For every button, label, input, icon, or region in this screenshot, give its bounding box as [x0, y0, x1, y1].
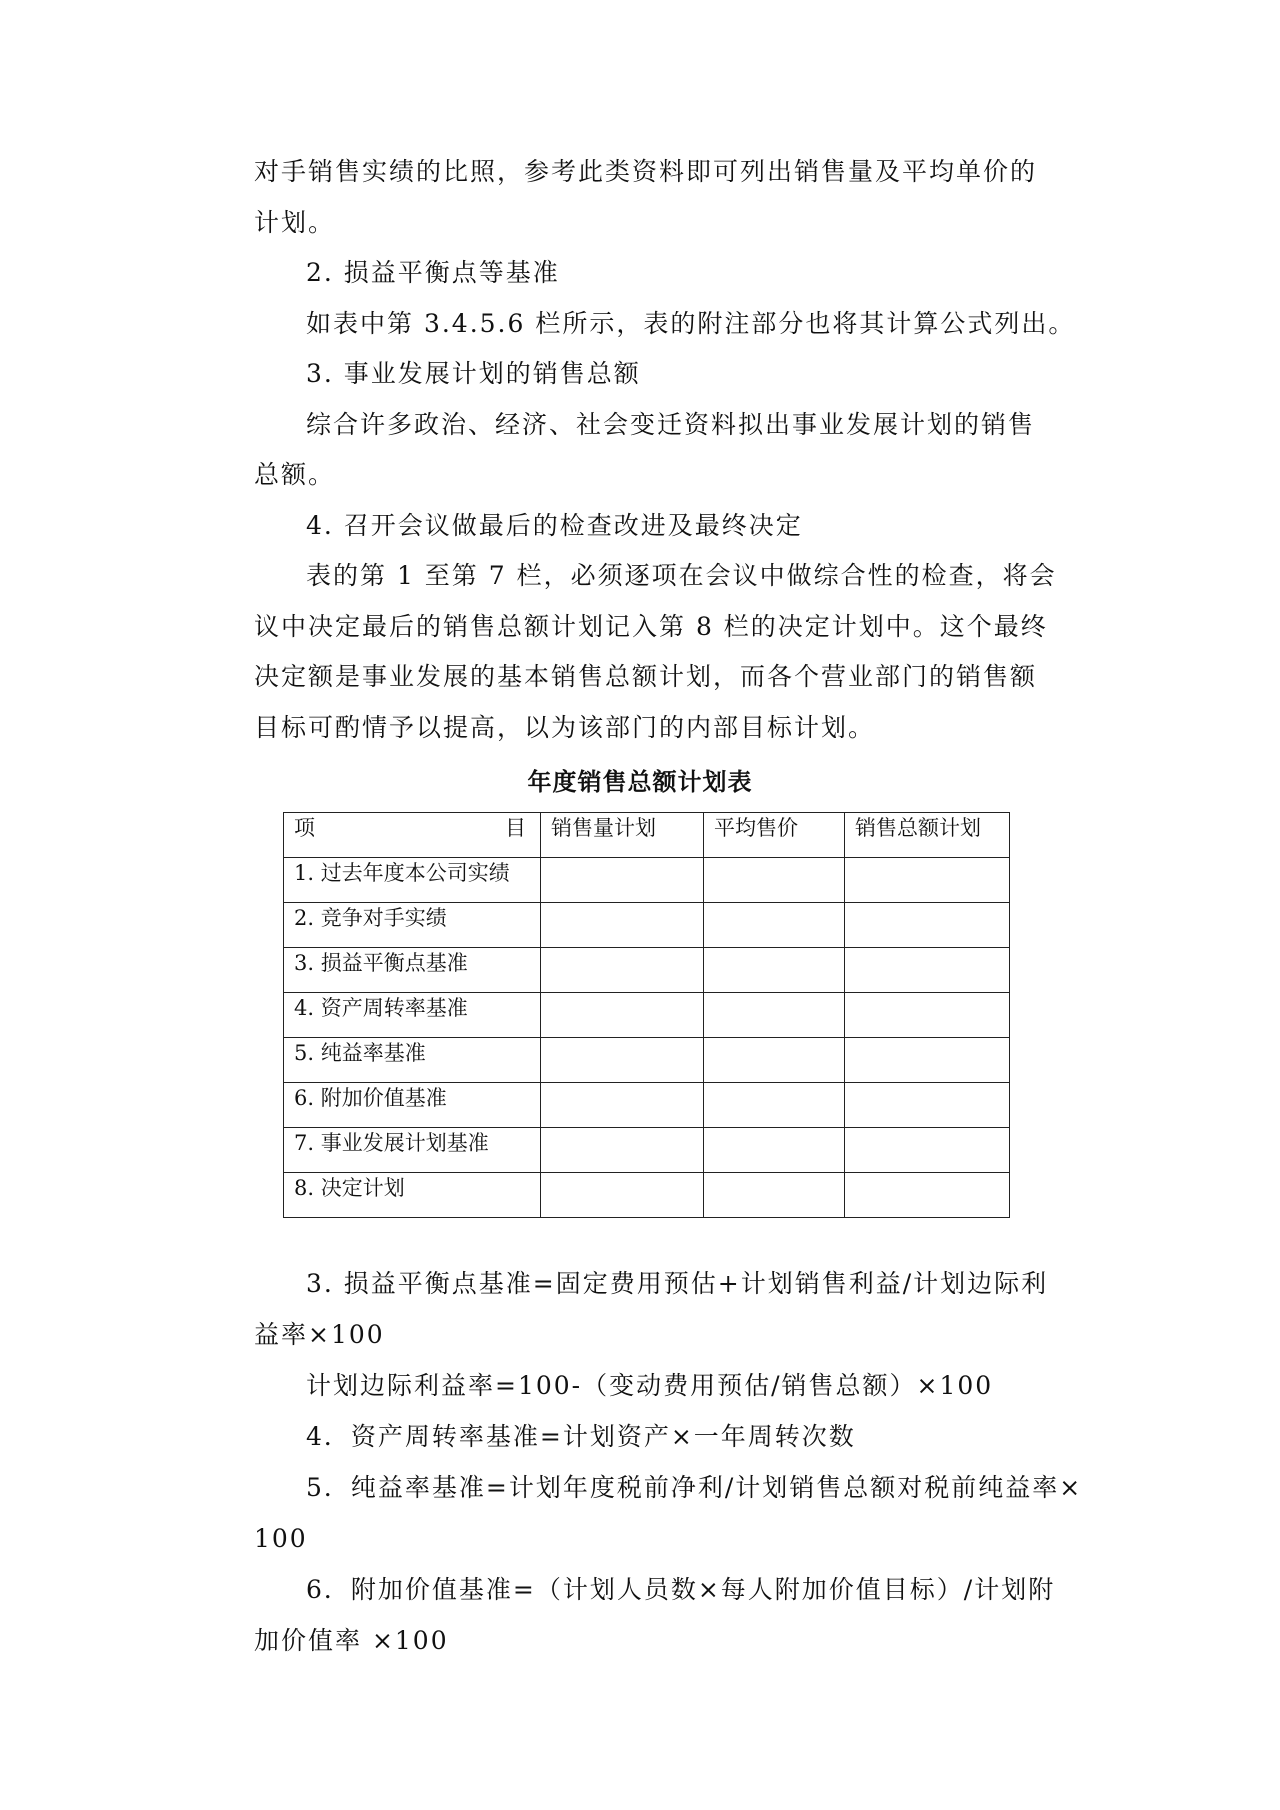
header-sales-volume: 销售量计划	[541, 813, 704, 858]
sales-total-cell	[845, 948, 1010, 993]
sales-total-cell	[845, 1128, 1010, 1173]
average-price-cell	[704, 858, 845, 903]
formula-line: 加价值率 ×100	[254, 1626, 449, 1655]
paragraph-line: 总额。	[254, 460, 336, 489]
sales-total-cell	[845, 903, 1010, 948]
formula-line: 5．纯益率基准=计划年度税前净利/计划销售总额对税前纯益率×	[306, 1473, 1083, 1502]
sales-total-cell	[845, 1083, 1010, 1128]
sales-volume-cell	[541, 993, 704, 1038]
sales-total-cell	[845, 993, 1010, 1038]
sales-volume-cell	[541, 1083, 704, 1128]
average-price-cell	[704, 1128, 845, 1173]
row-item-label: 2. 竞争对手实绩	[284, 903, 541, 948]
table-row	[284, 1083, 1010, 1128]
header-item-right: 目	[505, 816, 526, 840]
sales-total-cell	[845, 858, 1010, 903]
average-price-cell	[704, 1038, 845, 1083]
paragraph-line: 如表中第 3.4.5.6 栏所示，表的附注部分也将其计算公式列出。	[306, 308, 1076, 338]
table-row	[284, 993, 1010, 1038]
row-item-label: 4. 资产周转率基准	[284, 993, 541, 1038]
paragraph-line: 综合许多政治、经济、社会变迁资料拟出事业发展计划的销售	[306, 409, 1036, 439]
header-sales-total: 销售总额计划	[845, 813, 1010, 858]
table-row	[284, 1038, 1010, 1083]
average-price-cell	[704, 993, 845, 1038]
paragraph-line: 2. 损益平衡点等基准	[306, 258, 560, 287]
paragraph-line: 目标可酌情予以提高，以为该部门的内部目标计划。	[254, 712, 876, 742]
table-caption: 年度销售总额计划表	[527, 768, 753, 796]
sales-volume-cell	[541, 1173, 704, 1218]
sales-volume-cell	[541, 903, 704, 948]
table-row	[284, 903, 1010, 948]
paragraph-line: 表的第 1 至第 7 栏，必须逐项在会议中做综合性的检查，将会	[306, 561, 1057, 590]
row-item-label: 6. 附加价值基准	[284, 1083, 541, 1128]
table-row	[284, 858, 1010, 903]
table-header-row	[284, 813, 1010, 858]
sales-volume-cell	[541, 1038, 704, 1083]
paragraph-line: 4. 召开会议做最后的检查改进及最终决定	[306, 510, 803, 540]
paragraph-line: 决定额是事业发展的基本销售总额计划，而各个营业部门的销售额	[254, 662, 1038, 691]
formula-line: 100	[254, 1524, 308, 1553]
sales-total-cell	[845, 1173, 1010, 1218]
row-item-label: 5. 纯益率基准	[284, 1038, 541, 1083]
table-row	[284, 1173, 1010, 1218]
sales-volume-cell	[541, 1128, 704, 1173]
header-item-cell	[284, 813, 541, 858]
table-row	[284, 1128, 1010, 1173]
row-item-label: 8. 决定计划	[284, 1173, 541, 1218]
formula-line: 益率×100	[254, 1320, 385, 1349]
paragraph-line: 对手销售实绩的比照，参考此类资料即可列出销售量及平均单价的	[254, 157, 1038, 186]
average-price-cell	[704, 1083, 845, 1128]
sales-volume-cell	[541, 948, 704, 993]
paragraph-line: 3. 事业发展计划的销售总额	[306, 359, 641, 388]
sales-plan-table	[283, 812, 1010, 1218]
average-price-cell	[704, 948, 845, 993]
sales-volume-cell	[541, 858, 704, 903]
sales-total-cell	[845, 1038, 1010, 1083]
header-average-price: 平均售价	[704, 813, 845, 858]
table-row	[284, 948, 1010, 993]
paragraph-line: 议中决定最后的销售总额计划记入第 8 栏的决定计划中。这个最终	[254, 611, 1048, 641]
formula-line: 6．附加价值基准=（计划人员数×每人附加价值目标）/计划附	[306, 1575, 1056, 1604]
formula-line: 计划边际利益率=100-（变动费用预估/销售总额）×100	[306, 1371, 994, 1400]
paragraph-line: 计划。	[254, 207, 336, 237]
formula-line: 4．资产周转率基准=计划资产×一年周转次数	[306, 1422, 856, 1451]
row-item-label: 7. 事业发展计划基准	[284, 1128, 541, 1173]
row-item-label: 1. 过去年度本公司实绩	[284, 858, 541, 903]
row-item-label: 3. 损益平衡点基准	[284, 948, 541, 993]
average-price-cell	[704, 1173, 845, 1218]
formula-line: 3. 损益平衡点基准=固定费用预估+计划销售利益/计划边际利	[306, 1269, 1049, 1298]
average-price-cell	[704, 903, 845, 948]
header-item-left: 项	[294, 816, 315, 840]
